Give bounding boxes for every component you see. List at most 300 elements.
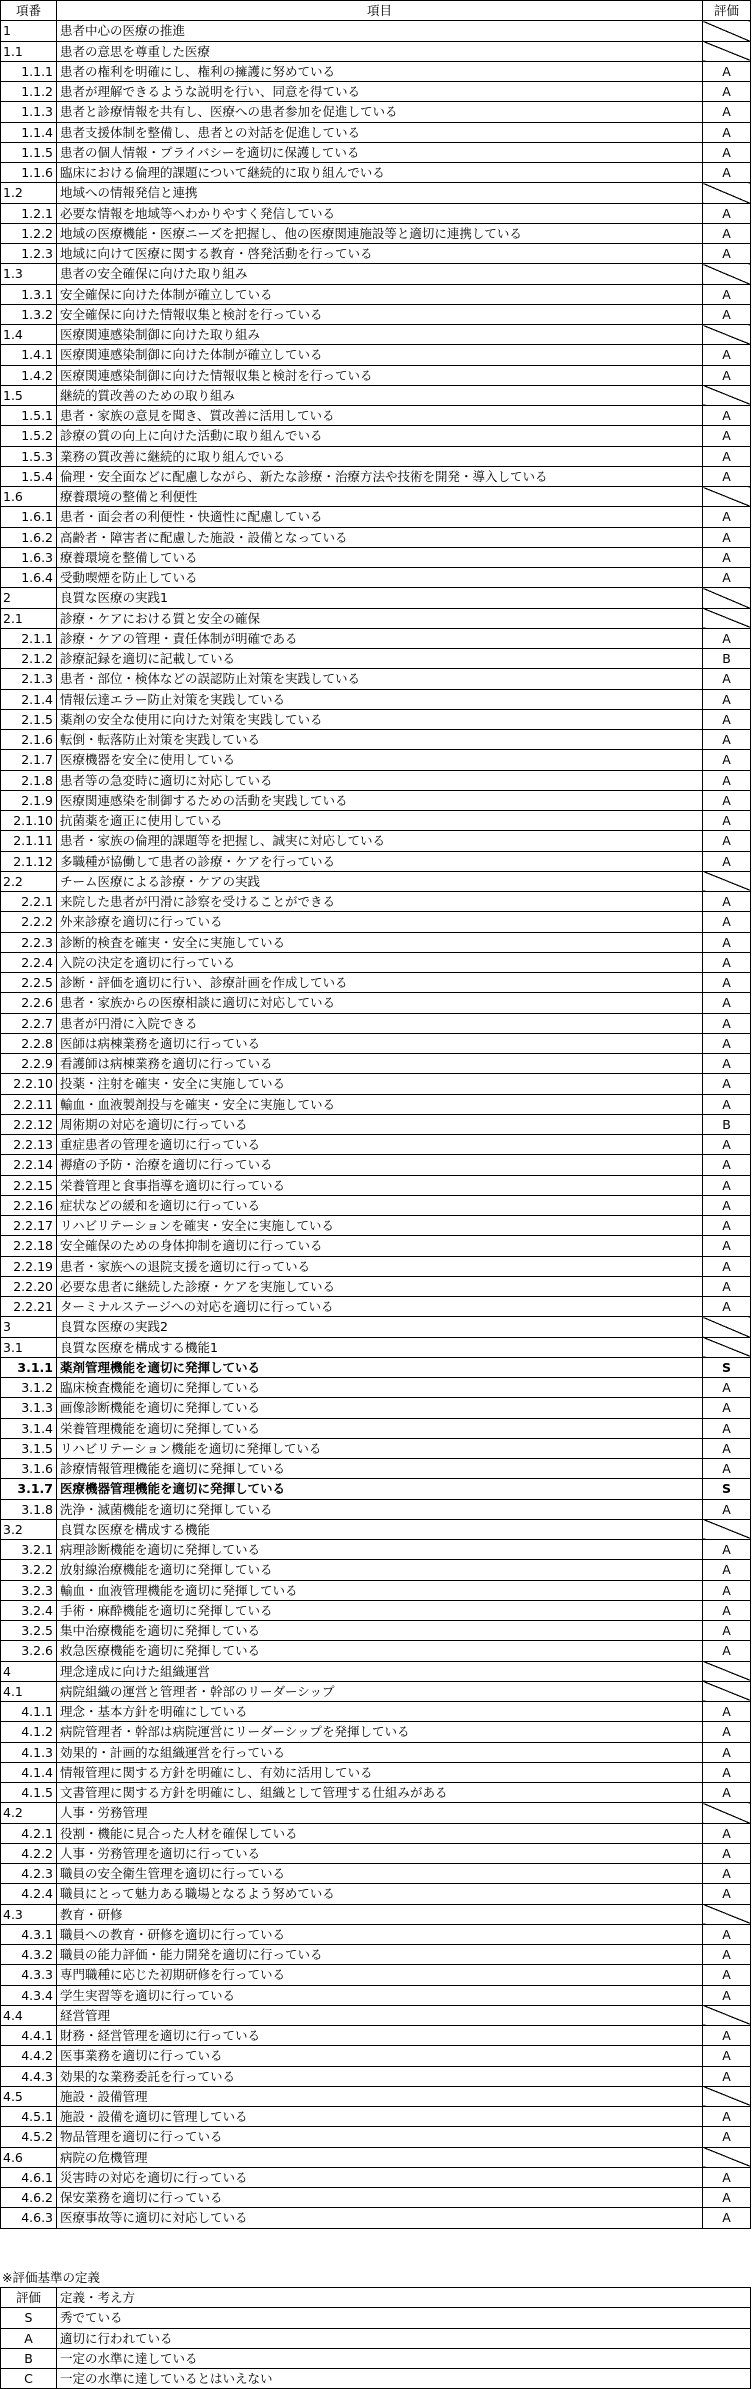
row-number: 2.2.5 bbox=[1, 973, 57, 993]
header-item: 項目 bbox=[57, 1, 703, 21]
row-item: リハビリテーションを確実・安全に実施している bbox=[57, 1216, 703, 1236]
table-row bbox=[1, 1823, 751, 1843]
row-number: 4.2.4 bbox=[1, 1884, 57, 1904]
table-row bbox=[1, 1722, 751, 1742]
row-number: 3.2.5 bbox=[1, 1621, 57, 1641]
table-row bbox=[1, 689, 751, 709]
row-number: 1.3 bbox=[1, 264, 57, 284]
row-number: 1.5.4 bbox=[1, 466, 57, 486]
row-item: 地域に向けて医療に関する教育・啓発活動を行っている bbox=[57, 244, 703, 264]
table-row bbox=[1, 1297, 751, 1317]
row-item: 理念達成に向けた組織運営 bbox=[57, 1661, 703, 1681]
row-item: 褥瘡の予防・治療を適切に行っている bbox=[57, 1155, 703, 1175]
row-number: 2.2.2 bbox=[1, 912, 57, 932]
row-number: 3 bbox=[1, 1317, 57, 1337]
row-item: 文書管理に関する方針を明確にし、組織として管理する仕組みがある bbox=[57, 1783, 703, 1803]
table-row bbox=[1, 2188, 751, 2208]
row-number: 4.2.2 bbox=[1, 1843, 57, 1863]
row-number: 4.6 bbox=[1, 2147, 57, 2167]
table-row bbox=[1, 1175, 751, 1195]
row-item: 診療情報管理機能を適切に発揮している bbox=[57, 1459, 703, 1479]
table-row bbox=[1, 1985, 751, 2005]
table-row bbox=[1, 345, 751, 365]
row-number: 1.4.1 bbox=[1, 345, 57, 365]
table-row bbox=[1, 1317, 751, 1337]
row-item: 病理診断機能を適切に発揮している bbox=[57, 1540, 703, 1560]
row-rating: A bbox=[703, 1459, 751, 1479]
row-number: 2 bbox=[1, 588, 57, 608]
row-rating: A bbox=[703, 1378, 751, 1398]
row-number: 2.2.13 bbox=[1, 1135, 57, 1155]
legend-row bbox=[1, 2308, 751, 2328]
table-row bbox=[1, 851, 751, 871]
row-rating: A bbox=[703, 1945, 751, 1965]
row-item: 業務の質改善に継続的に取り組んでいる bbox=[57, 446, 703, 466]
row-rating: A bbox=[703, 892, 751, 912]
table-row bbox=[1, 568, 751, 588]
row-item: 診療記録を適切に記載している bbox=[57, 649, 703, 669]
row-item: 職員の安全衛生管理を適切に行っている bbox=[57, 1864, 703, 1884]
row-number: 2.2.21 bbox=[1, 1297, 57, 1317]
row-number: 2.2.16 bbox=[1, 1195, 57, 1215]
row-rating: A bbox=[703, 1641, 751, 1661]
row-item: 診断・評価を適切に行い、診療計画を作成している bbox=[57, 973, 703, 993]
legend-rating: B bbox=[1, 2348, 57, 2368]
rating-na-cell bbox=[703, 41, 751, 61]
row-item: 職員の能力評価・能力開発を適切に行っている bbox=[57, 1945, 703, 1965]
table-row bbox=[1, 1216, 751, 1236]
row-item: 診療・ケアの管理・責任体制が明確である bbox=[57, 628, 703, 648]
table-row bbox=[1, 325, 751, 345]
table-row bbox=[1, 1398, 751, 1418]
legend-row bbox=[1, 2369, 751, 2389]
table-row bbox=[1, 21, 751, 41]
row-item: 医療機器管理機能を適切に発揮している bbox=[57, 1479, 703, 1499]
row-item: 学生実習等を適切に行っている bbox=[57, 1985, 703, 2005]
row-item: 人事・労務管理 bbox=[57, 1803, 703, 1823]
table-row bbox=[1, 1580, 751, 1600]
table-row bbox=[1, 2147, 751, 2167]
row-rating: A bbox=[703, 1175, 751, 1195]
row-number: 2.2.17 bbox=[1, 1216, 57, 1236]
row-number: 2.2.6 bbox=[1, 993, 57, 1013]
table-row bbox=[1, 1418, 751, 1438]
row-rating: A bbox=[703, 547, 751, 567]
row-number: 2.2.19 bbox=[1, 1256, 57, 1276]
rating-na-cell bbox=[703, 871, 751, 891]
row-item: 医療関連感染制御に向けた情報収集と検討を行っている bbox=[57, 365, 703, 385]
row-rating: A bbox=[703, 426, 751, 446]
row-item: 施設・設備管理 bbox=[57, 2086, 703, 2106]
rating-na-cell bbox=[703, 2147, 751, 2167]
row-number: 4.6.3 bbox=[1, 2208, 57, 2228]
row-number: 2.1.10 bbox=[1, 811, 57, 831]
row-rating: A bbox=[703, 1924, 751, 1944]
row-item: 医療関連感染を制御するための活動を実践している bbox=[57, 790, 703, 810]
row-rating: A bbox=[703, 1418, 751, 1438]
legend-definition: 一定の水準に達しているとはいえない bbox=[57, 2369, 751, 2389]
table-row bbox=[1, 2046, 751, 2066]
table-row bbox=[1, 2005, 751, 2025]
row-number: 3.1.2 bbox=[1, 1378, 57, 1398]
row-rating: A bbox=[703, 750, 751, 770]
row-number: 4.4.3 bbox=[1, 2066, 57, 2086]
table-row bbox=[1, 264, 751, 284]
row-number: 1.1.3 bbox=[1, 102, 57, 122]
table-row bbox=[1, 811, 751, 831]
table-row bbox=[1, 1276, 751, 1296]
row-number: 3.1.8 bbox=[1, 1499, 57, 1519]
row-item: 患者・家族への退院支援を適切に行っている bbox=[57, 1256, 703, 1276]
rating-na-cell bbox=[703, 487, 751, 507]
row-number: 4.5.2 bbox=[1, 2127, 57, 2147]
legend-rating: A bbox=[1, 2328, 57, 2348]
row-item: 保安業務を適切に行っている bbox=[57, 2188, 703, 2208]
rating-na-cell bbox=[703, 2086, 751, 2106]
table-row bbox=[1, 1337, 751, 1357]
row-number: 1.1.1 bbox=[1, 61, 57, 81]
row-number: 1.1.6 bbox=[1, 163, 57, 183]
row-item: 病院管理者・幹部は病院運営にリーダーシップを発揮している bbox=[57, 1722, 703, 1742]
row-item: 地域の医療機能・医療ニーズを把握し、他の医療関連施設等と適切に連携している bbox=[57, 223, 703, 243]
row-number: 3.1.5 bbox=[1, 1438, 57, 1458]
legend-definition: 一定の水準に達している bbox=[57, 2348, 751, 2368]
row-number: 2.2.14 bbox=[1, 1155, 57, 1175]
row-item: チーム医療による診療・ケアの実践 bbox=[57, 871, 703, 891]
table-row bbox=[1, 406, 751, 426]
row-rating: A bbox=[703, 527, 751, 547]
row-number: 3.2.4 bbox=[1, 1600, 57, 1620]
row-rating: A bbox=[703, 1843, 751, 1863]
legend-table bbox=[0, 2287, 751, 2389]
row-number: 1.6 bbox=[1, 487, 57, 507]
table-row bbox=[1, 82, 751, 102]
row-number: 3.1.4 bbox=[1, 1418, 57, 1438]
legend-row bbox=[1, 2328, 751, 2348]
table-row bbox=[1, 1742, 751, 1762]
legend-header-rating: 評価 bbox=[1, 2288, 57, 2308]
row-rating: A bbox=[703, 1033, 751, 1053]
legend-header-definition: 定義・考え方 bbox=[57, 2288, 751, 2308]
row-item: 看護師は病棟業務を適切に行っている bbox=[57, 1054, 703, 1074]
row-rating: A bbox=[703, 466, 751, 486]
row-item: 輸血・血液製剤投与を確実・安全に実施している bbox=[57, 1094, 703, 1114]
row-rating: A bbox=[703, 1702, 751, 1722]
rating-na-cell bbox=[703, 264, 751, 284]
row-rating: B bbox=[703, 649, 751, 669]
row-number: 4.5 bbox=[1, 2086, 57, 2106]
table-row bbox=[1, 1357, 751, 1377]
table-row bbox=[1, 142, 751, 162]
table-row bbox=[1, 223, 751, 243]
row-item: 栄養管理と食事指導を適切に行っている bbox=[57, 1175, 703, 1195]
row-number: 4.3.1 bbox=[1, 1924, 57, 1944]
row-number: 3.1.3 bbox=[1, 1398, 57, 1418]
table-row bbox=[1, 1803, 751, 1823]
table-row bbox=[1, 1864, 751, 1884]
row-item: 物品管理を適切に行っている bbox=[57, 2127, 703, 2147]
row-item: 外来診療を適切に行っている bbox=[57, 912, 703, 932]
table-header-row bbox=[1, 1, 751, 21]
table-row bbox=[1, 1438, 751, 1458]
row-rating: A bbox=[703, 689, 751, 709]
row-item: 財務・経営管理を適切に行っている bbox=[57, 2026, 703, 2046]
table-row bbox=[1, 244, 751, 264]
row-number: 4.2 bbox=[1, 1803, 57, 1823]
table-row bbox=[1, 892, 751, 912]
row-number: 4.4 bbox=[1, 2005, 57, 2025]
row-rating: A bbox=[703, 1195, 751, 1215]
row-item: 患者の安全確保に向けた取り組み bbox=[57, 264, 703, 284]
table-row bbox=[1, 2026, 751, 2046]
row-rating: A bbox=[703, 1499, 751, 1519]
row-number: 2.1.3 bbox=[1, 669, 57, 689]
table-row bbox=[1, 466, 751, 486]
row-rating: A bbox=[703, 2046, 751, 2066]
table-row bbox=[1, 487, 751, 507]
table-row bbox=[1, 628, 751, 648]
row-rating: A bbox=[703, 993, 751, 1013]
table-row bbox=[1, 2066, 751, 2086]
row-number: 4.4.2 bbox=[1, 2046, 57, 2066]
row-number: 1.3.2 bbox=[1, 304, 57, 324]
table-row bbox=[1, 1519, 751, 1539]
table-row bbox=[1, 1054, 751, 1074]
row-rating: B bbox=[703, 1114, 751, 1134]
row-item: 患者・面会者の利便性・快適性に配慮している bbox=[57, 507, 703, 527]
row-rating: A bbox=[703, 1135, 751, 1155]
row-number: 4.1.5 bbox=[1, 1783, 57, 1803]
table-row bbox=[1, 1378, 751, 1398]
table-row bbox=[1, 61, 751, 81]
table-row bbox=[1, 1884, 751, 1904]
row-rating: A bbox=[703, 770, 751, 790]
table-row bbox=[1, 669, 751, 689]
row-number: 3.2 bbox=[1, 1519, 57, 1539]
row-item: 薬剤管理機能を適切に発揮している bbox=[57, 1357, 703, 1377]
row-number: 4.3 bbox=[1, 1904, 57, 1924]
rating-na-cell bbox=[703, 1681, 751, 1701]
row-item: 役割・機能に見合った人材を確保している bbox=[57, 1823, 703, 1843]
row-rating: A bbox=[703, 1216, 751, 1236]
row-rating: A bbox=[703, 203, 751, 223]
row-item: 倫理・安全面などに配慮しながら、新たな診療・治療方法や技術を開発・導入している bbox=[57, 466, 703, 486]
row-item: 病院組織の運営と管理者・幹部のリーダーシップ bbox=[57, 1681, 703, 1701]
row-item: 継続的質改善のための取り組み bbox=[57, 385, 703, 405]
row-number: 1 bbox=[1, 21, 57, 41]
row-number: 2.1.8 bbox=[1, 770, 57, 790]
row-rating: A bbox=[703, 790, 751, 810]
row-item: 安全確保に向けた体制が確立している bbox=[57, 284, 703, 304]
row-rating: A bbox=[703, 973, 751, 993]
table-row bbox=[1, 709, 751, 729]
row-rating: A bbox=[703, 1074, 751, 1094]
row-number: 3.2.3 bbox=[1, 1580, 57, 1600]
row-rating: A bbox=[703, 304, 751, 324]
row-number: 2.1.1 bbox=[1, 628, 57, 648]
row-number: 1.5 bbox=[1, 385, 57, 405]
row-item: 診療・ケアにおける質と安全の確保 bbox=[57, 608, 703, 628]
table-row bbox=[1, 1459, 751, 1479]
row-item: 放射線治療機能を適切に発揮している bbox=[57, 1560, 703, 1580]
row-number: 1.1.2 bbox=[1, 82, 57, 102]
row-item: 患者の権利を明確にし、権利の擁護に努めている bbox=[57, 61, 703, 81]
row-rating: A bbox=[703, 628, 751, 648]
table-row bbox=[1, 1033, 751, 1053]
row-number: 2.2.15 bbox=[1, 1175, 57, 1195]
table-row bbox=[1, 122, 751, 142]
row-rating: A bbox=[703, 1823, 751, 1843]
table-row bbox=[1, 1924, 751, 1944]
row-rating: A bbox=[703, 406, 751, 426]
row-number: 4.3.2 bbox=[1, 1945, 57, 1965]
table-row bbox=[1, 973, 751, 993]
table-row bbox=[1, 426, 751, 446]
table-row bbox=[1, 385, 751, 405]
row-item: 患者・家族の倫理的課題等を把握し、誠実に対応している bbox=[57, 831, 703, 851]
row-item: リハビリテーション機能を適切に発揮している bbox=[57, 1438, 703, 1458]
table-row bbox=[1, 750, 751, 770]
row-item: 受動喫煙を防止している bbox=[57, 568, 703, 588]
row-number: 4.4.1 bbox=[1, 2026, 57, 2046]
row-rating: A bbox=[703, 244, 751, 264]
table-row bbox=[1, 284, 751, 304]
row-rating: A bbox=[703, 952, 751, 972]
rating-na-cell bbox=[703, 1317, 751, 1337]
table-row bbox=[1, 912, 751, 932]
table-row bbox=[1, 952, 751, 972]
row-number: 2.1.5 bbox=[1, 709, 57, 729]
table-row bbox=[1, 1661, 751, 1681]
table-row bbox=[1, 1256, 751, 1276]
table-row bbox=[1, 2208, 751, 2228]
row-number: 2.2.10 bbox=[1, 1074, 57, 1094]
row-rating: A bbox=[703, 2167, 751, 2187]
row-rating: A bbox=[703, 345, 751, 365]
row-rating: A bbox=[703, 2127, 751, 2147]
table-row bbox=[1, 1702, 751, 1722]
table-row bbox=[1, 1945, 751, 1965]
rating-na-cell bbox=[703, 1337, 751, 1357]
row-item: 必要な患者に継続した診療・ケアを実施している bbox=[57, 1276, 703, 1296]
row-item: 手術・麻酔機能を適切に発揮している bbox=[57, 1600, 703, 1620]
table-row bbox=[1, 2107, 751, 2127]
row-item: 栄養管理機能を適切に発揮している bbox=[57, 1418, 703, 1438]
row-rating: A bbox=[703, 709, 751, 729]
row-item: 良質な医療を構成する機能1 bbox=[57, 1337, 703, 1357]
table-row bbox=[1, 649, 751, 669]
row-item: 専門職種に応じた初期研修を行っている bbox=[57, 1965, 703, 1985]
row-item: 情報管理に関する方針を明確にし、有効に活用している bbox=[57, 1762, 703, 1782]
table-row bbox=[1, 730, 751, 750]
table-row bbox=[1, 365, 751, 385]
legend-header-row bbox=[1, 2288, 751, 2308]
row-item: 入院の決定を適切に行っている bbox=[57, 952, 703, 972]
row-number: 4.1 bbox=[1, 1681, 57, 1701]
table-row bbox=[1, 203, 751, 223]
row-rating: A bbox=[703, 163, 751, 183]
row-item: 薬剤の安全な使用に向けた対策を実践している bbox=[57, 709, 703, 729]
row-rating: A bbox=[703, 1580, 751, 1600]
row-rating: A bbox=[703, 2066, 751, 2086]
row-number: 4.3.3 bbox=[1, 1965, 57, 1985]
table-row bbox=[1, 1135, 751, 1155]
table-row bbox=[1, 1155, 751, 1175]
legend-definition: 適切に行われている bbox=[57, 2328, 751, 2348]
row-item: 多職種が協働して患者の診療・ケアを行っている bbox=[57, 851, 703, 871]
row-rating: A bbox=[703, 1013, 751, 1033]
table-row bbox=[1, 871, 751, 891]
row-number: 4.6.1 bbox=[1, 2167, 57, 2187]
row-number: 4.5.1 bbox=[1, 2107, 57, 2127]
row-rating: A bbox=[703, 223, 751, 243]
row-rating: A bbox=[703, 1054, 751, 1074]
row-item: 患者の個人情報・プライバシーを適切に保護している bbox=[57, 142, 703, 162]
row-number: 4.1.3 bbox=[1, 1742, 57, 1762]
table-row bbox=[1, 1843, 751, 1863]
row-item: 患者支援体制を整備し、患者との対話を促進している bbox=[57, 122, 703, 142]
table-row bbox=[1, 1560, 751, 1580]
table-row bbox=[1, 831, 751, 851]
table-row bbox=[1, 1681, 751, 1701]
table-row bbox=[1, 2086, 751, 2106]
row-number: 4.6.2 bbox=[1, 2188, 57, 2208]
row-number: 1.1.5 bbox=[1, 142, 57, 162]
row-rating: A bbox=[703, 1783, 751, 1803]
row-item: 経営管理 bbox=[57, 2005, 703, 2025]
row-rating: A bbox=[703, 730, 751, 750]
row-rating: A bbox=[703, 507, 751, 527]
rating-na-cell bbox=[703, 1904, 751, 1924]
row-rating: S bbox=[703, 1479, 751, 1499]
row-item: 来院した患者が円滑に診察を受けることができる bbox=[57, 892, 703, 912]
row-number: 1.5.3 bbox=[1, 446, 57, 466]
row-item: 重症患者の管理を適切に行っている bbox=[57, 1135, 703, 1155]
row-rating: A bbox=[703, 2188, 751, 2208]
row-number: 1.6.4 bbox=[1, 568, 57, 588]
row-rating: A bbox=[703, 1540, 751, 1560]
row-number: 1.6.1 bbox=[1, 507, 57, 527]
row-number: 1.2.2 bbox=[1, 223, 57, 243]
row-item: 臨床における倫理的課題について継続的に取り組んでいる bbox=[57, 163, 703, 183]
row-item: 症状などの緩和を適切に行っている bbox=[57, 1195, 703, 1215]
row-rating: A bbox=[703, 1742, 751, 1762]
row-item: 画像診断機能を適切に発揮している bbox=[57, 1398, 703, 1418]
row-rating: A bbox=[703, 568, 751, 588]
row-rating: A bbox=[703, 1398, 751, 1418]
row-item: 施設・設備を適切に管理している bbox=[57, 2107, 703, 2127]
row-number: 2.2.12 bbox=[1, 1114, 57, 1134]
row-rating: A bbox=[703, 811, 751, 831]
row-item: 安全確保に向けた情報収集と検討を行っている bbox=[57, 304, 703, 324]
row-rating: A bbox=[703, 284, 751, 304]
row-number: 2.1.11 bbox=[1, 831, 57, 851]
row-number: 3.2.2 bbox=[1, 1560, 57, 1580]
table-row bbox=[1, 770, 751, 790]
table-row bbox=[1, 304, 751, 324]
table-row bbox=[1, 588, 751, 608]
row-number: 3.1.6 bbox=[1, 1459, 57, 1479]
row-rating: A bbox=[703, 1560, 751, 1580]
table-row bbox=[1, 507, 751, 527]
row-number: 3.1.1 bbox=[1, 1357, 57, 1377]
row-item: 災害時の対応を適切に行っている bbox=[57, 2167, 703, 2187]
row-item: 医療事故等に適切に対応している bbox=[57, 2208, 703, 2228]
legend-definition: 秀でている bbox=[57, 2308, 751, 2328]
row-number: 4.2.3 bbox=[1, 1864, 57, 1884]
row-item: 良質な医療を構成する機能 bbox=[57, 1519, 703, 1539]
row-item: 患者・部位・検体などの誤認防止対策を実践している bbox=[57, 669, 703, 689]
